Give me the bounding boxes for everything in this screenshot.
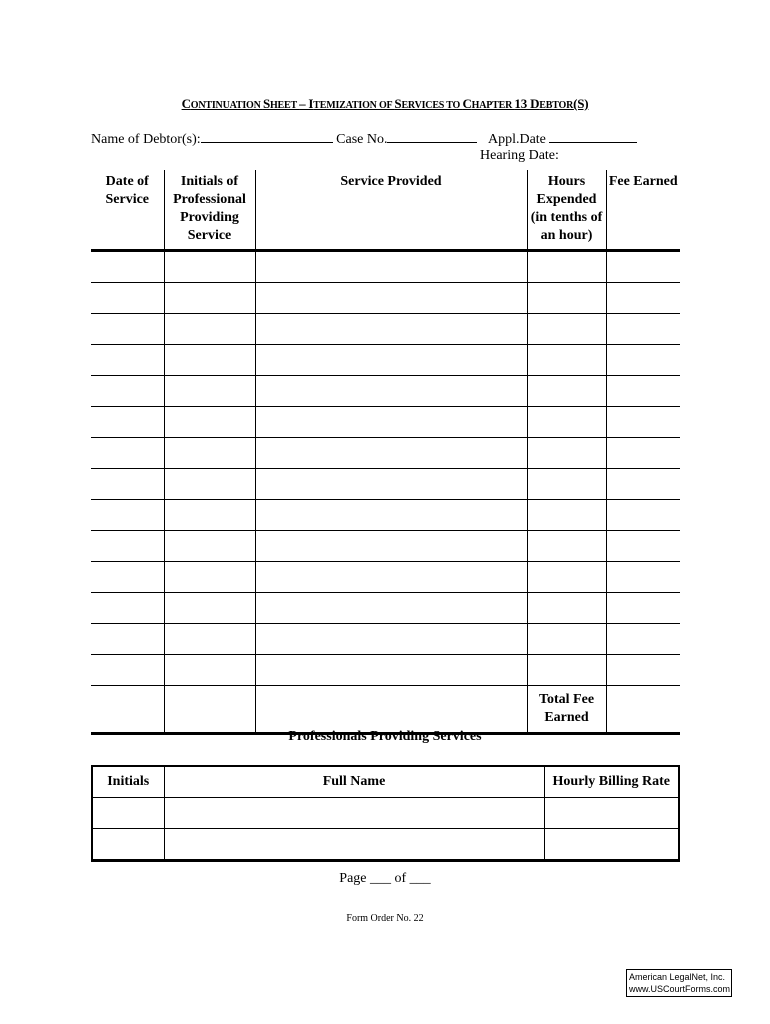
table-cell[interactable] [255,655,527,686]
table-cell[interactable] [255,283,527,314]
table-cell[interactable] [544,829,679,861]
table-cell[interactable] [527,655,606,686]
table-cell[interactable] [91,314,164,345]
table-cell[interactable] [91,593,164,624]
professionals-table [91,765,680,862]
title-part: – ITEMIZATION OF [299,96,395,111]
col-fee-header: Fee Earned [606,170,680,251]
table-row [92,798,679,829]
table-cell[interactable] [92,829,164,861]
table-cell[interactable] [164,562,255,593]
table-cell[interactable] [255,376,527,407]
table-cell[interactable] [527,345,606,376]
hearing-date-line [480,148,559,164]
table-cell[interactable] [91,686,164,734]
table-cell[interactable] [164,829,544,861]
table-cell[interactable] [606,438,680,469]
table-cell[interactable] [606,407,680,438]
appl-date-label: Appl.Date [487,132,546,147]
title-part: 13 DEBTOR [514,96,574,111]
table-row [91,345,680,376]
table-cell[interactable] [91,624,164,655]
table-cell[interactable] [255,469,527,500]
table-cell[interactable] [164,407,255,438]
table-row [91,500,680,531]
table-row [91,314,680,345]
form-order-number: Form Order No. 22 [346,913,424,924]
table-row [91,407,680,438]
hearing-date-label: Hearing Date: [480,148,559,163]
table-cell[interactable] [606,562,680,593]
table-row [91,251,680,283]
total-row [91,686,680,734]
table-row [91,438,680,469]
table-row [91,531,680,562]
case-number-label: Case No. [336,132,388,147]
table-cell[interactable] [164,798,544,829]
table-cell[interactable] [527,469,606,500]
table-row [91,655,680,686]
table-cell[interactable] [527,438,606,469]
table-cell[interactable] [91,376,164,407]
col-date-header: Date of Service [91,170,164,251]
professionals-header-row [92,766,679,798]
col-service-header: Service Provided [255,170,527,251]
table-cell[interactable] [527,314,606,345]
table-cell[interactable] [91,500,164,531]
title-part: SERVICES TO [394,96,463,111]
table-row [91,624,680,655]
table-cell[interactable] [91,283,164,314]
table-cell[interactable] [92,798,164,829]
table-row [91,283,680,314]
col-initials-header: Initials [92,766,164,798]
table-cell[interactable] [164,283,255,314]
title-part: CHAPTER [462,96,515,111]
table-cell[interactable] [255,314,527,345]
table-cell[interactable] [255,407,527,438]
table-cell[interactable] [527,593,606,624]
total-fee-field[interactable] [606,686,680,734]
table-cell[interactable] [164,469,255,500]
table-cell[interactable] [164,438,255,469]
table-cell[interactable] [91,655,164,686]
page-number: Page ___ of ___ [339,871,431,886]
total-fee-label: Total Fee Earned [527,686,606,734]
table-cell[interactable] [91,251,164,283]
table-cell[interactable] [255,500,527,531]
services-header-row [91,170,680,251]
table-row [91,376,680,407]
table-row [92,829,679,861]
table-cell[interactable] [544,798,679,829]
table-cell[interactable] [255,686,527,734]
table-cell[interactable] [91,469,164,500]
table-cell[interactable] [91,438,164,469]
table-cell[interactable] [164,314,255,345]
title-part: CONTINUATION [181,96,263,111]
table-cell[interactable] [164,500,255,531]
table-cell[interactable] [606,283,680,314]
table-cell[interactable] [606,376,680,407]
table-cell[interactable] [527,407,606,438]
table-row [91,469,680,500]
table-row [91,593,680,624]
table-cell[interactable] [606,624,680,655]
col-initials-header: Initials of Professional Providing Service [164,170,255,251]
table-cell[interactable] [164,593,255,624]
table-cell[interactable] [164,345,255,376]
debtor-info-line [91,130,637,148]
title-part: (S) [573,96,589,111]
table-cell[interactable] [255,345,527,376]
case-number-field[interactable] [387,130,477,143]
table-cell[interactable] [606,314,680,345]
table-cell[interactable] [91,345,164,376]
table-cell[interactable] [606,655,680,686]
col-full-name-header: Full Name [164,766,544,798]
table-cell[interactable] [255,593,527,624]
table-cell[interactable] [527,531,606,562]
table-cell[interactable] [164,376,255,407]
publisher-name: American LegalNet, Inc. [629,972,726,982]
table-cell[interactable] [91,407,164,438]
services-table [91,170,680,735]
table-cell[interactable] [255,562,527,593]
table-cell[interactable] [91,531,164,562]
table-cell[interactable] [606,345,680,376]
col-hours-header: Hours Expended (in tenths of an hour) [527,170,606,251]
form-title [0,96,770,112]
table-cell[interactable] [527,376,606,407]
table-cell[interactable] [527,251,606,283]
debtor-name-label: Name of Debtor(s): [91,132,201,147]
title-part: SHEET [262,96,300,111]
table-cell[interactable] [255,624,527,655]
table-cell[interactable] [255,438,527,469]
table-cell[interactable] [255,251,527,283]
table-cell[interactable] [527,500,606,531]
table-cell[interactable] [527,283,606,314]
table-cell[interactable] [164,251,255,283]
table-cell[interactable] [606,593,680,624]
table-cell[interactable] [606,251,680,283]
table-cell[interactable] [527,562,606,593]
table-cell[interactable] [606,500,680,531]
table-cell[interactable] [606,469,680,500]
publisher-stamp [626,969,732,997]
publisher-url[interactable]: www.USCourtForms.com [629,984,731,994]
table-cell[interactable] [164,686,255,734]
table-cell[interactable] [164,624,255,655]
table-cell[interactable] [255,531,527,562]
table-cell[interactable] [164,531,255,562]
col-rate-header: Hourly Billing Rate [544,766,679,798]
professionals-title: Professionals Providing Services [288,729,482,744]
table-cell[interactable] [164,655,255,686]
debtor-name-field[interactable] [201,130,333,143]
table-cell[interactable] [527,624,606,655]
table-cell[interactable] [606,531,680,562]
appl-date-field[interactable] [549,130,637,143]
table-row [91,562,680,593]
table-cell[interactable] [91,562,164,593]
